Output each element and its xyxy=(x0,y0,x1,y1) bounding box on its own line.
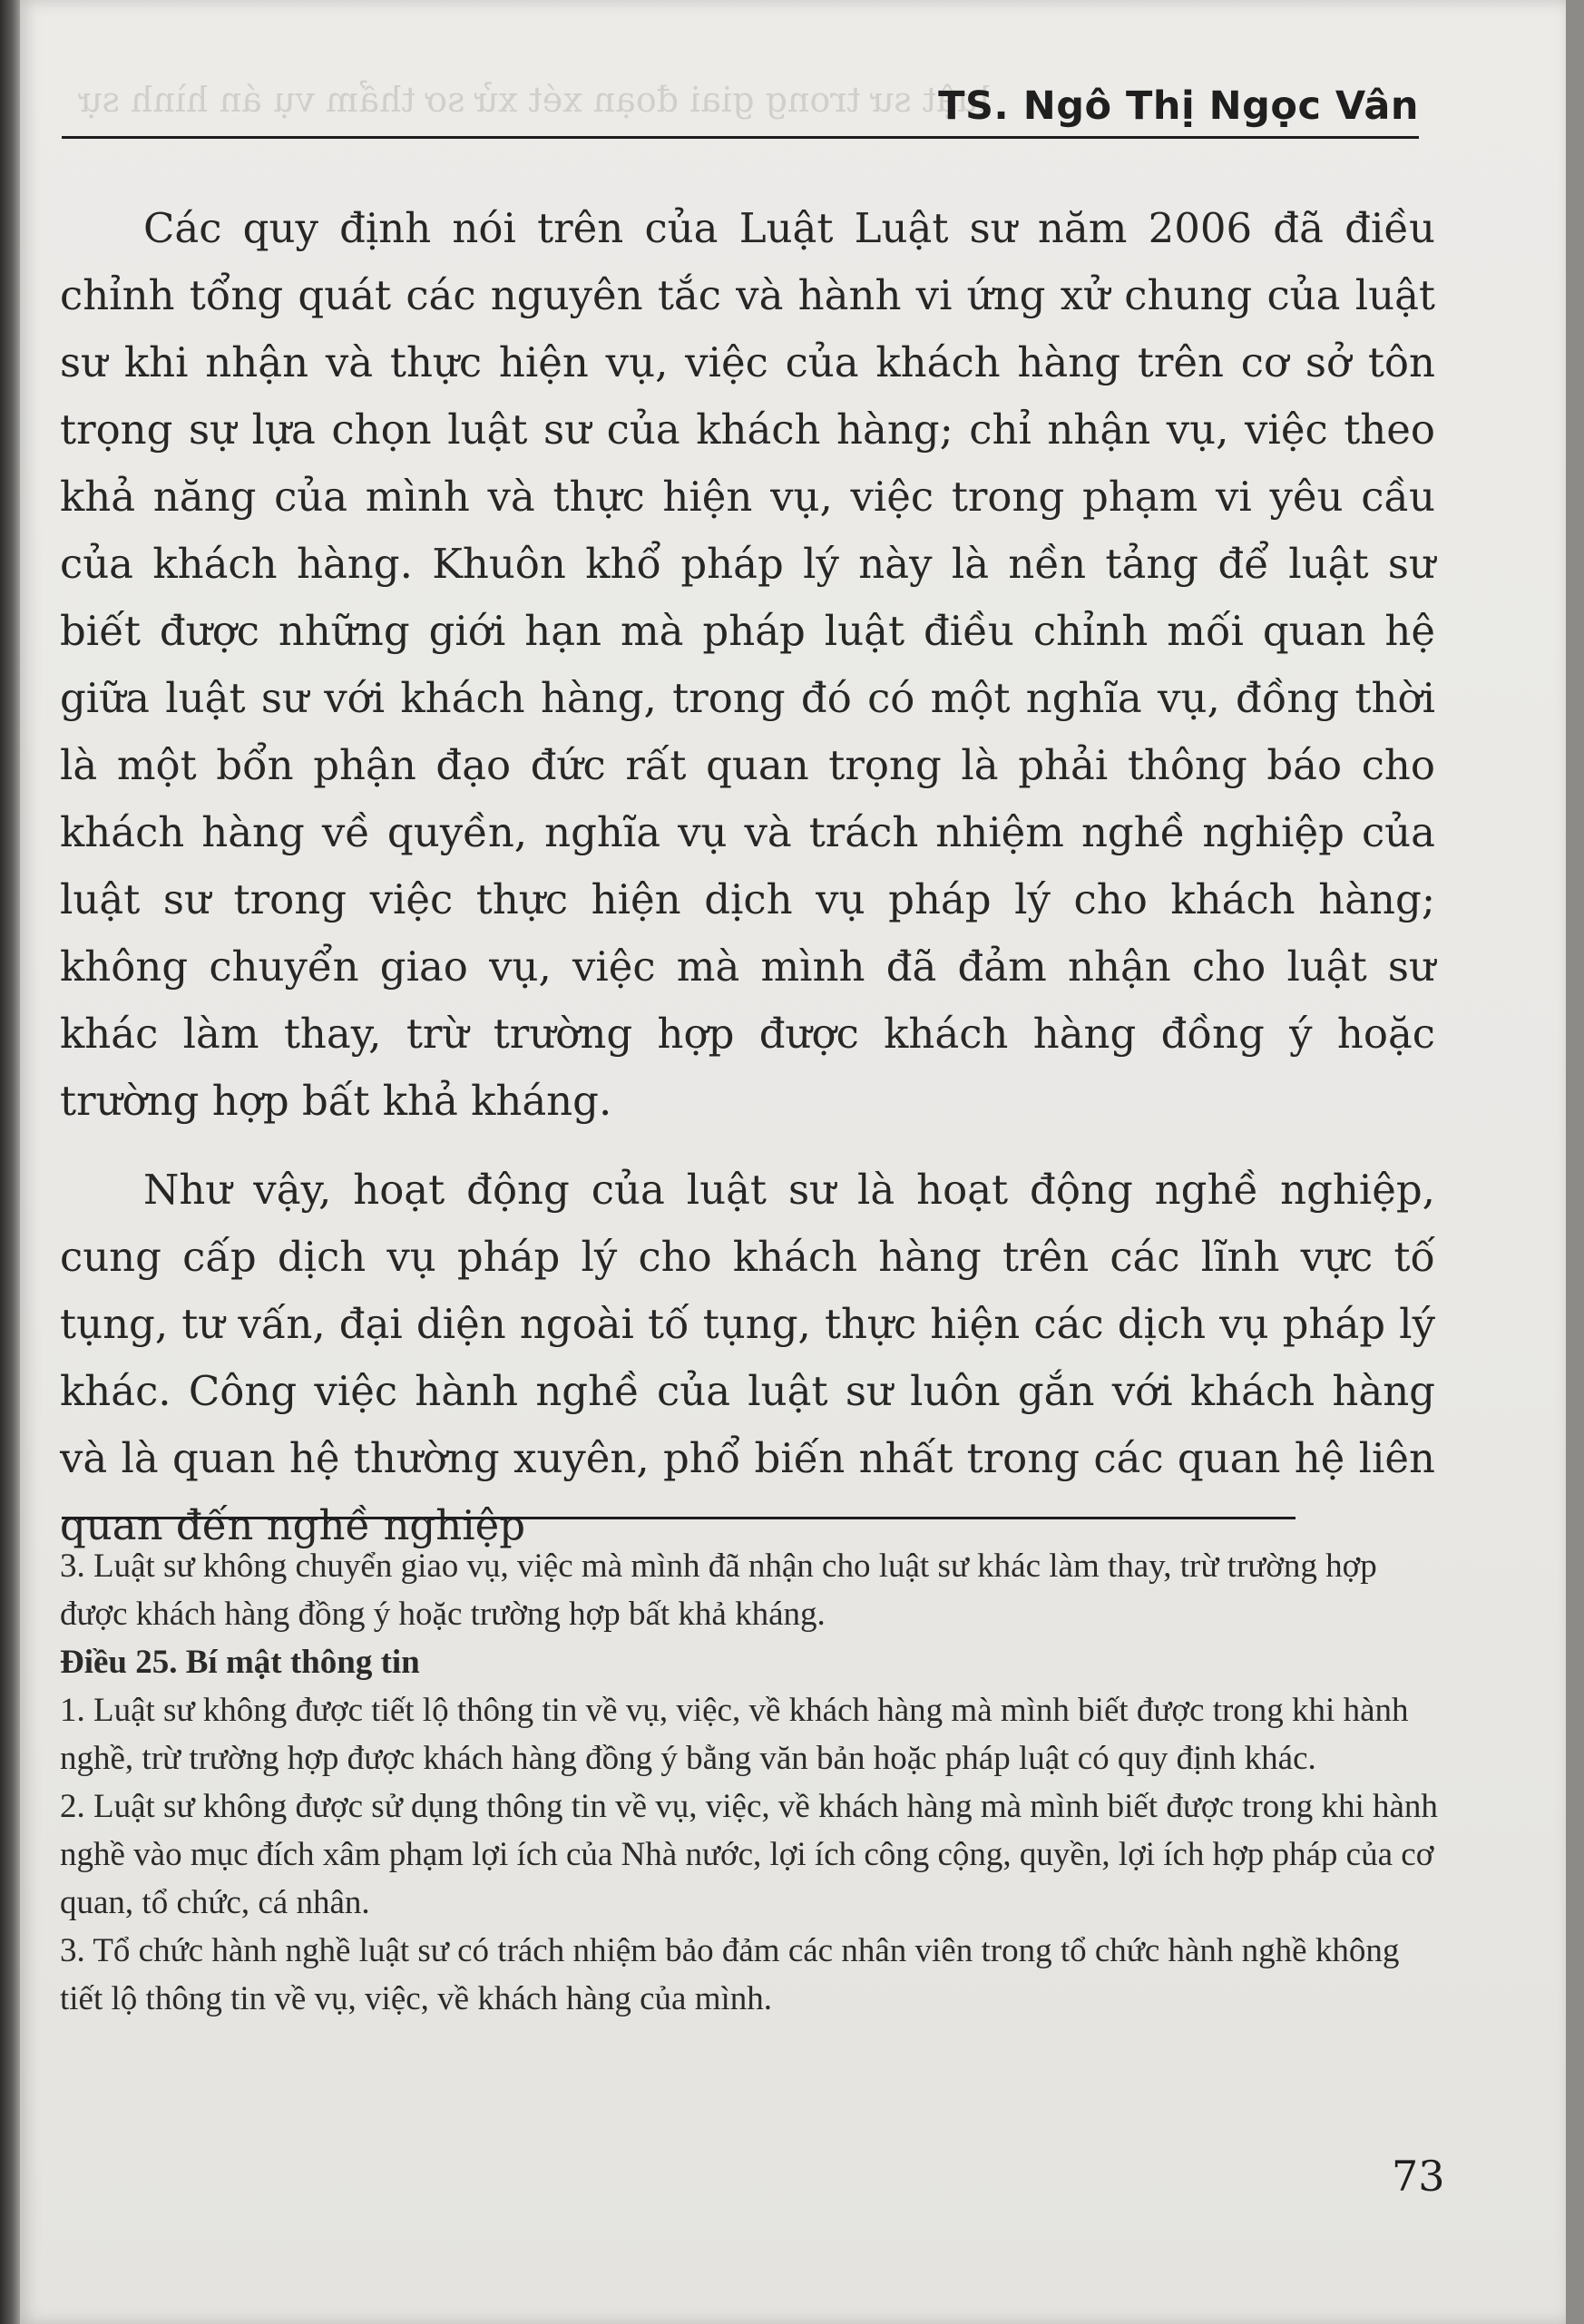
article-heading: Điều 25. Bí mật thông tin xyxy=(60,1644,420,1681)
clause-3: 3. Tổ chức hành nghề luật sư có trách nhiệm bảo đảm các nhân viên trong tổ chức hành nghề không tiết lộ thông tin về vụ, việc, về khách hàng của mình. xyxy=(60,1932,1400,2017)
footnote-item-3: 3. Luật sư không chuyển giao vụ, việc mà mình đã nhận cho luật sư khác làm thay, trừ trường hợp được khách hàng đồng ý hoặc trường hợp bất khả kháng. xyxy=(60,1548,1377,1633)
clause-1: 1. Luật sư không được tiết lộ thông tin về vụ, việc, về khách hàng mà mình biết được trong khi hành nghề, trừ trường hợp được khách hàng đồng ý bằng văn bản hoặc pháp luật có quy định khác. xyxy=(60,1692,1409,1777)
paragraph-2: Như vậy, hoạt động của luật sư là hoạt động nghề nghiệp, cung cấp dịch vụ pháp lý cho khách hàng trên các lĩnh vực tố tụng, tư vấn, đại diện ngoài tố tụng, thực hiện các dịch vụ pháp lý khác. Công việc hành nghề của luật sư luôn gắn với khách hàng và là quan hệ thường xuyên, phổ biến nhất trong các quan hệ liên quan đến nghề nghiệp xyxy=(60,1166,1435,1549)
footnote-divider xyxy=(62,1517,1296,1519)
page-number: 73 xyxy=(1392,2152,1445,2201)
footnote-block xyxy=(60,1542,1448,2023)
paragraph-1: Các quy định nói trên của Luật Luật sư năm 2006 đã điều chỉnh tổng quát các nguyên tắc và hành vi ứng xử chung của luật sư khi nhận và thực hiện vụ, việc của khách hàng trên cơ sở tôn trọng sự lựa chọn luật sư của khách hàng; chỉ nhận vụ, việc theo khả năng của mình và thực hiện vụ, việc trong phạm vi yêu cầu của khách hàng. Khuôn khổ pháp lý này là nền tảng để luật sư biết được những giới hạn mà pháp luật điều chỉnh mối quan hệ giữa luật sư với khách hàng, trong đó có một nghĩa vụ, đồng thời là một bổn phận đạo đức rất quan trọng là phải thông báo cho khách hàng về quyền, nghĩa vụ và trách nhiệm nghề nghiệp của luật sư trong việc thực hiện dịch vụ pháp lý cho khách hàng; không chuyển giao vụ, việc mà mình đã đảm nhận cho luật sư khác làm thay, trừ trường hợp được khách hàng đồng ý hoặc trường hợp bất khả kháng. xyxy=(60,204,1435,1125)
running-header xyxy=(62,71,1419,139)
author-name: TS. Ngô Thị Ngọc Vân xyxy=(938,83,1419,129)
main-text xyxy=(60,195,1435,1559)
clause-2: 2. Luật sư không được sử dụng thông tin về vụ, việc, về khách hàng mà mình biết được trong khi hành nghề vào mục đích xâm phạm lợi ích của Nhà nước, lợi ích công cộng, quyền, lợi ích hợp pháp của cơ quan, tổ chức, cá nhân. xyxy=(60,1788,1438,1921)
bleed-through-text: luật sư trong giai đoạn xét xử sơ thẩm vụ án hình sự xyxy=(80,80,991,120)
book-spine-shadow xyxy=(0,0,20,2324)
book-page xyxy=(20,0,1566,2324)
